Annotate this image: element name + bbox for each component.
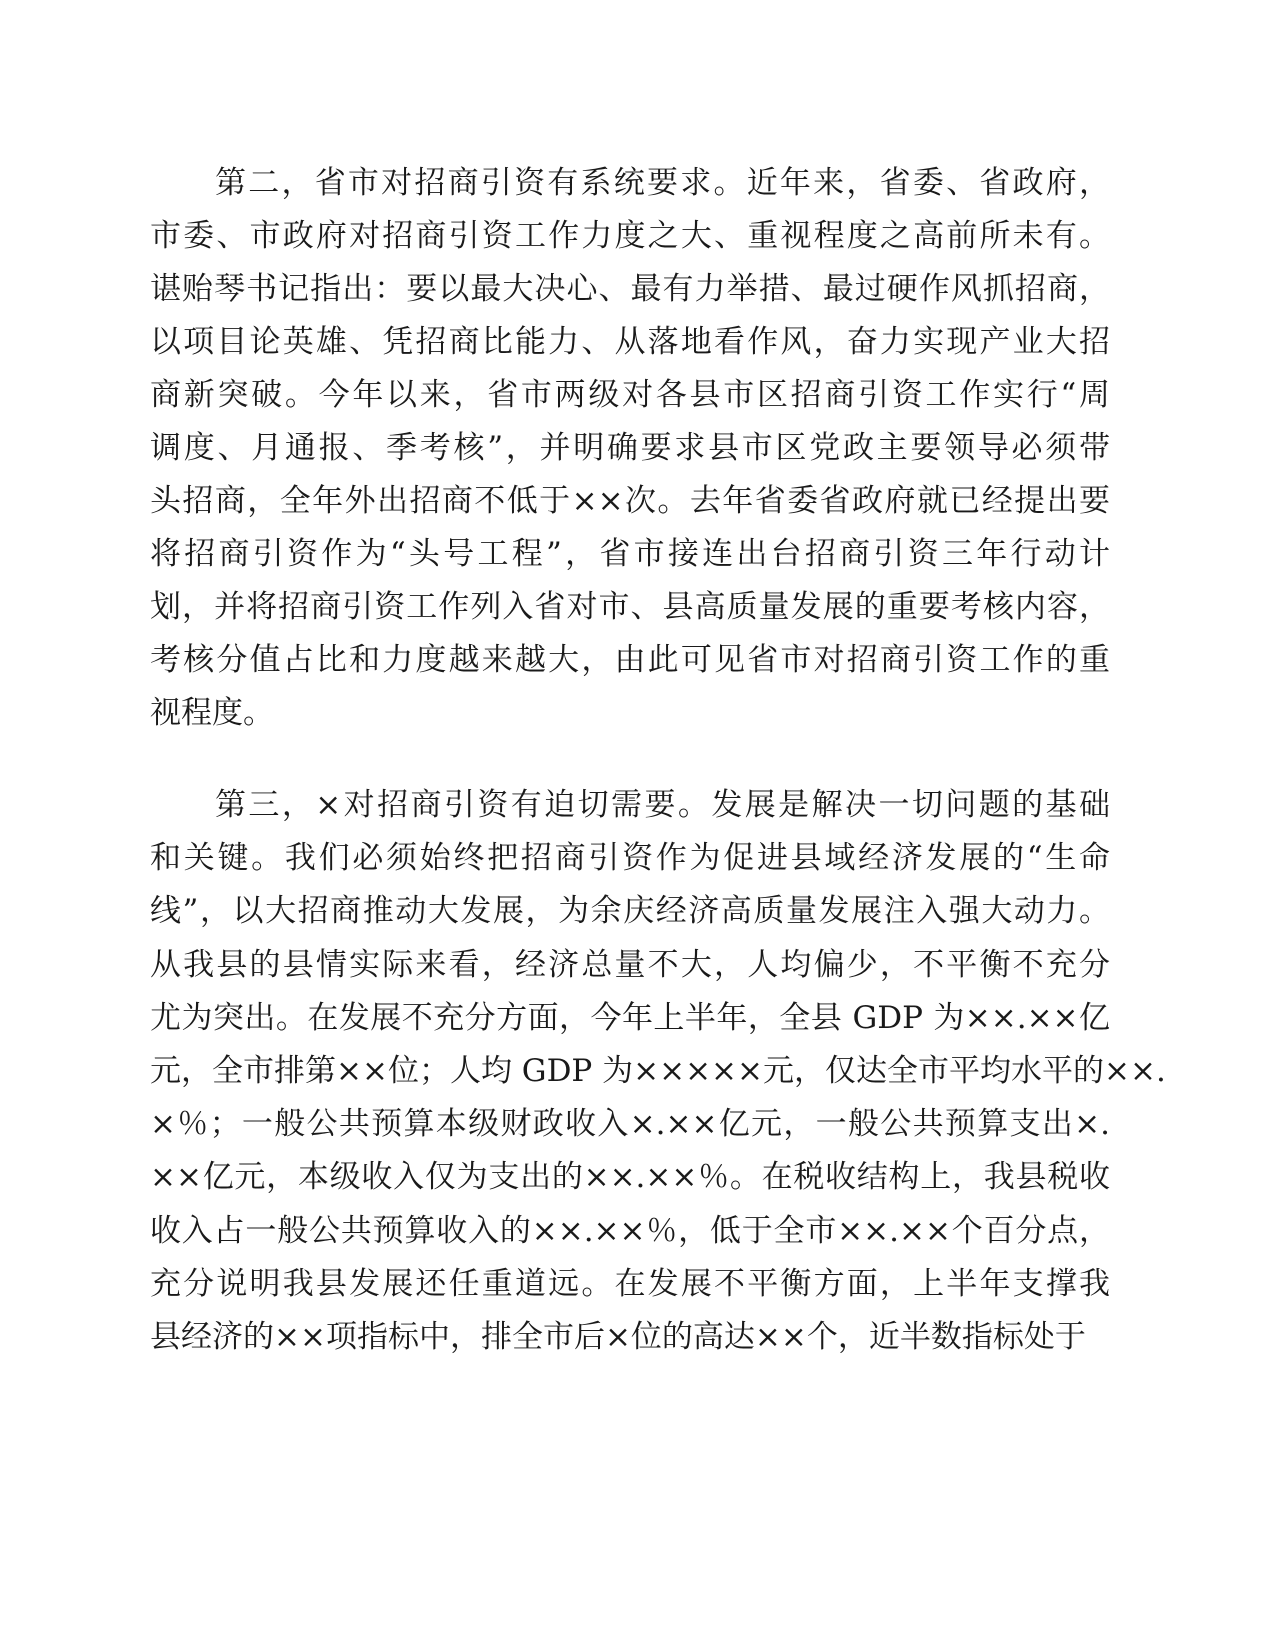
text-line: 充分说明我县发展还任重道远。在发展不平衡方面，上半年支撑我 (150, 1265, 1110, 1302)
text-line: 视程度。 (150, 695, 274, 731)
text-line: 线”，以大招商推动大发展，为余庆经济高质量发展注入强大动力。 (150, 893, 1110, 930)
text-line: 第三，×对招商引资有迫切需要。发展是解决一切问题的基础 (215, 787, 1110, 823)
text-line: 调度、月通报、季考核”，并明确要求县市区党政主要领导必须带 (150, 430, 1110, 466)
text-line: 谌贻琴书记指出：要以最大决心、最有力举措、最过硬作风抓招商， (150, 271, 1110, 307)
text-line: 从我县的县情实际来看，经济总量不大，人均偏少，不平衡不充分 (150, 946, 1110, 983)
text-line: 考核分值占比和力度越来越大，由此可见省市对招商引资工作的重 (150, 642, 1110, 678)
text-line: 商新突破。今年以来，省市两级对各县市区招商引资工作实行“周 (150, 377, 1110, 413)
text-line: 划，并将招商引资工作列入省对市、县高质量发展的重要考核内容， (150, 589, 1110, 625)
text-line: 第二，省市对招商引资有系统要求。近年来，省委、省政府， (215, 165, 1110, 201)
text-line: 尤为突出。在发展不充分方面，今年上半年，全县 GDP 为××.××亿 (150, 999, 1110, 1036)
text-line: 市委、市政府对招商引资工作力度之大、重视程度之高前所未有。 (150, 218, 1110, 254)
text-line: 和关键。我们必须始终把招商引资作为促进县域经济发展的“生命 (150, 840, 1110, 877)
text-line: 头招商，全年外出招商不低于××次。去年省委省政府就已经提出要 (150, 483, 1110, 519)
text-line: 将招商引资作为“头号工程”，省市接连出台招商引资三年行动计 (150, 536, 1110, 572)
text-line: 以项目论英雄、凭招商比能力、从落地看作风，奋力实现产业大招 (150, 324, 1110, 360)
text-line: 收入占一般公共预算收入的××.××％，低于全市××.××个百分点， (150, 1212, 1110, 1249)
text-line: ×％；一般公共预算本级财政收入×.××亿元，一般公共预算支出×. (150, 1106, 1110, 1143)
text-line: ××亿元，本级收入仅为支出的××.××％。在税收结构上，我县税收 (150, 1159, 1110, 1196)
text-line: 县经济的××项指标中，排全市后×位的高达××个，近半数指标处于 (150, 1319, 1086, 1355)
text-line: 元，全市排第××位；人均 GDP 为×××××元，仅达全市平均水平的××. (150, 1053, 1166, 1089)
